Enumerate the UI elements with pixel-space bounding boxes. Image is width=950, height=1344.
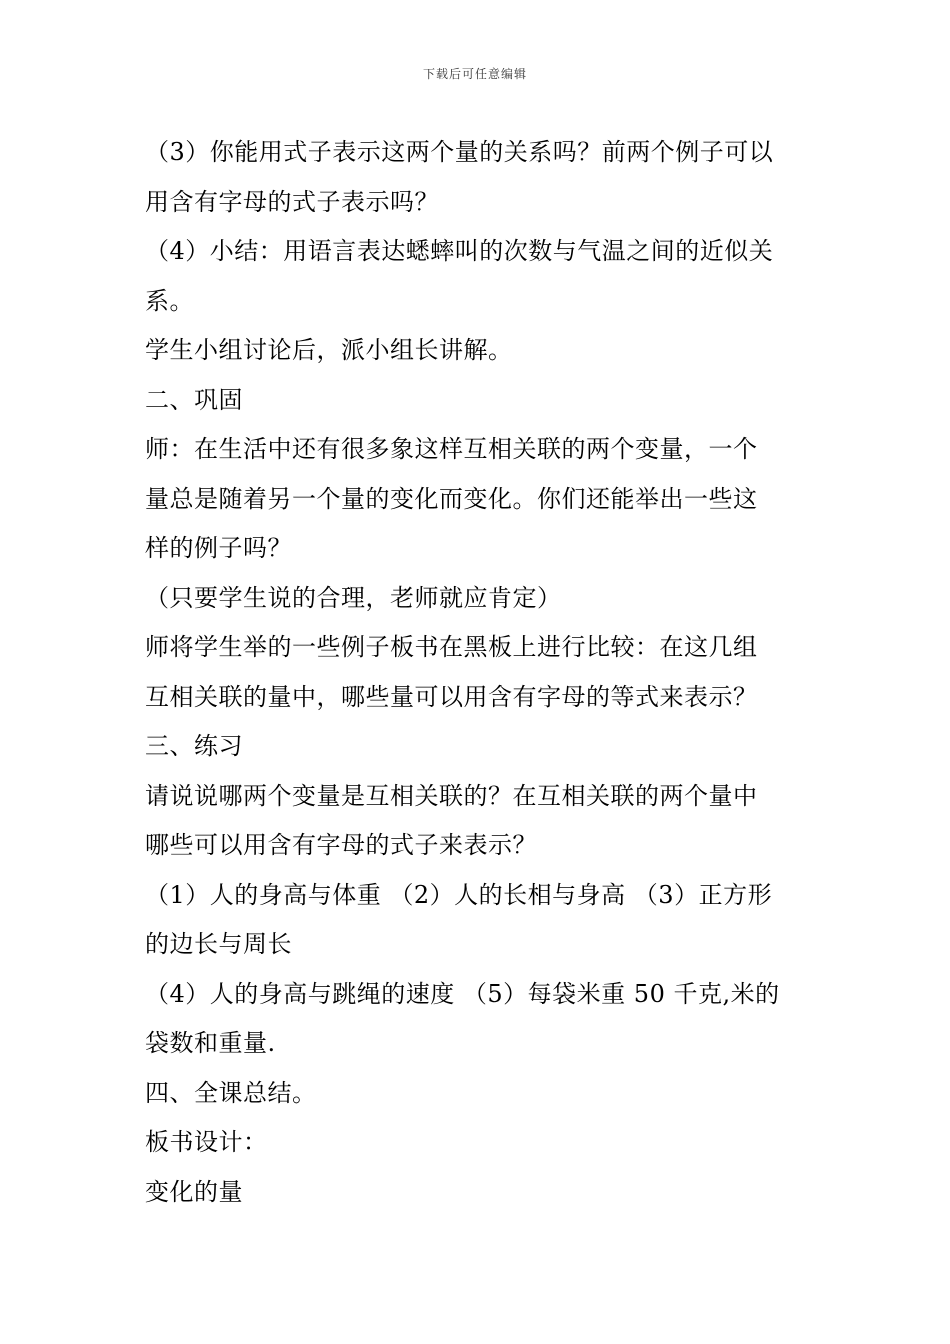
text-line: 师：在生活中还有很多象这样互相关联的两个变量，一个 bbox=[145, 435, 758, 463]
section-heading: 三、练习 bbox=[145, 732, 243, 760]
text-line: 系。 bbox=[145, 286, 194, 315]
text-line: （只要学生说的合理，老师就应肯定） bbox=[145, 583, 562, 612]
text-line: 量总是随着另一个量的变化而变化。你们还能举出一些这 bbox=[145, 484, 758, 513]
text-line: 板书设计： bbox=[145, 1128, 268, 1156]
text-line: 学生小组讨论后，派小组长讲解。 bbox=[145, 336, 513, 364]
text-line: 袋数和重量. bbox=[145, 1029, 276, 1057]
text-line: 用含有字母的式子表示吗？ bbox=[145, 187, 439, 216]
text-line: 变化的量 bbox=[145, 1177, 243, 1206]
text-line: （4）小结：用语言表达蟋蟀叫的次数与气温之间的近似关 bbox=[145, 237, 774, 265]
text-line: 哪些可以用含有字母的式子来表示？ bbox=[145, 831, 537, 859]
text-line: 师将学生举的一些例子板书在黑板上进行比较：在这几组 bbox=[145, 633, 758, 661]
text-line: （4）人的身高与跳绳的速度 （5）每袋米重 50 千克,米的 bbox=[145, 979, 780, 1008]
text-line: 的边长与周长 bbox=[145, 930, 292, 958]
text-line: 互相关联的量中，哪些量可以用含有字母的等式来表示？ bbox=[145, 682, 758, 711]
document-body bbox=[145, 128, 811, 1217]
text-line: （1）人的身高与体重 （2）人的长相与身高 （3）正方形 bbox=[145, 880, 773, 909]
section-heading: 二、巩固 bbox=[145, 385, 243, 414]
text-line: 样的例子吗？ bbox=[145, 534, 292, 562]
section-heading: 四、全课总结。 bbox=[145, 1078, 317, 1107]
page-header: 下载后可任意编辑 bbox=[422, 67, 527, 81]
text-line: （3）你能用式子表示这两个量的关系吗？前两个例子可以 bbox=[145, 138, 774, 166]
text-line: 请说说哪两个变量是互相关联的？在互相关联的两个量中 bbox=[145, 781, 758, 810]
